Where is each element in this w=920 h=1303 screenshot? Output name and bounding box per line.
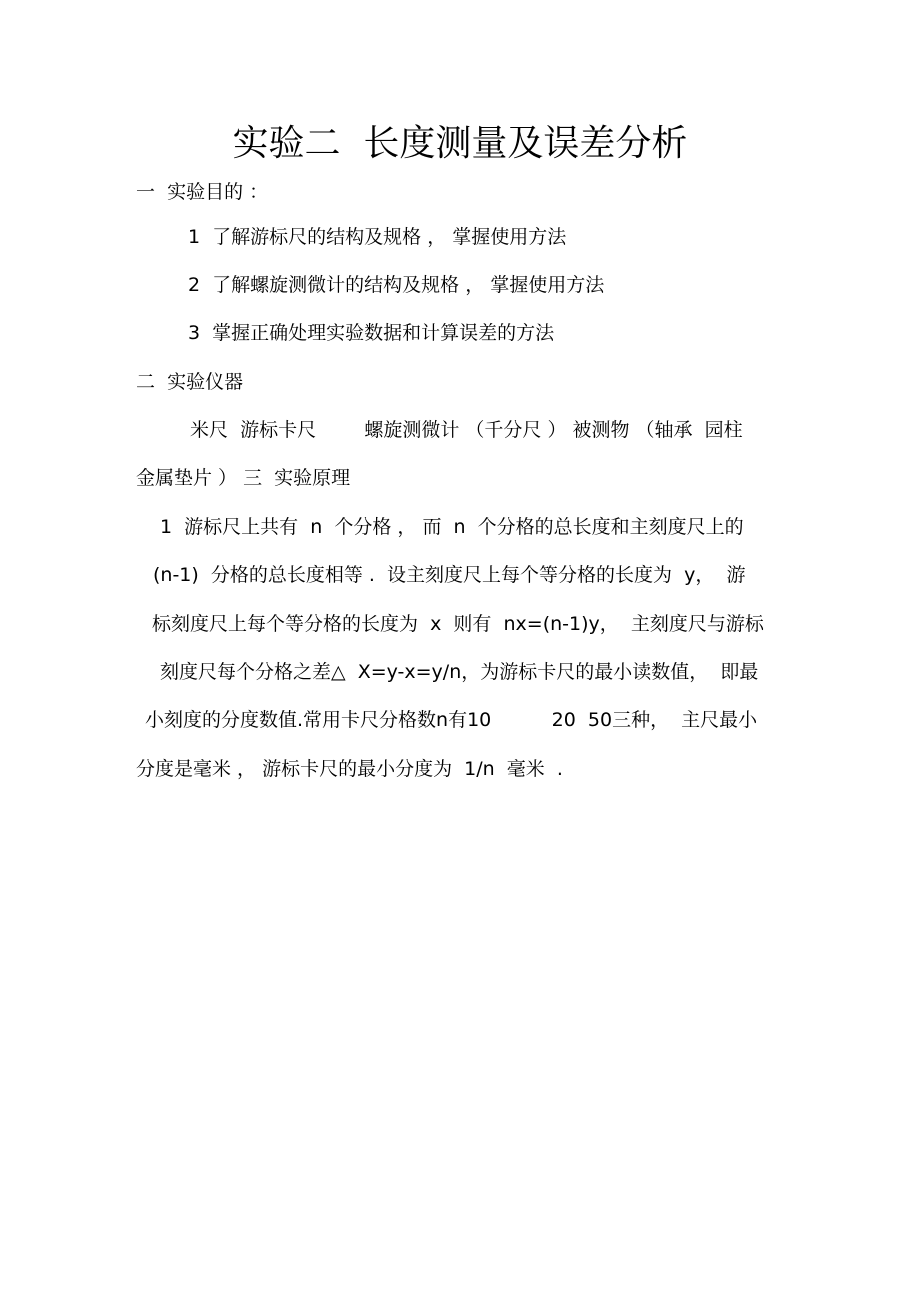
page-title: 实验二 长度测量及误差分析 <box>232 123 688 164</box>
instruments-line-1: 米尺 游标卡尺 螺旋测微计 （千分尺 ） 被测物 （轴承 园柱 <box>190 419 743 441</box>
section-heading-instruments: 二 实验仪器 <box>136 371 244 393</box>
objective-item-2: 2 了解螺旋测微计的结构及规格 ， 掌握使用方法 <box>188 274 605 296</box>
principle-line-2: (n-1) 分格的总长度相等 . 设主刻度尺上每个等分格的长度为 y， 游 <box>153 564 746 586</box>
section-heading-objectives: 一 实验目的 ： <box>136 181 269 203</box>
principle-line-3: 标刻度尺上每个等分格的长度为 x 则有 nx=(n-1)y， 主刻度尺与游标 <box>152 613 764 635</box>
objective-item-1: 1 了解游标尺的结构及规格 ， 掌握使用方法 <box>188 226 567 248</box>
principle-line-6: 分度是毫米 ， 游标卡尺的最小分度为 1/n 毫米 . <box>136 758 563 780</box>
principle-line-4: 刻度尺每个分格之差△ X=y-x=y/n，为游标卡尺的最小读数值， 即最 <box>160 661 759 683</box>
instruments-line-2: 金属垫片 ） 三 实验原理 <box>136 467 351 489</box>
principle-line-5: 小刻度的分度数值.常用卡尺分格数n有10 20 50三种， 主尺最小 <box>145 709 758 731</box>
principle-line-1: 1 游标尺上共有 n 个分格 ， 而 n 个分格的总长度和主刻度尺上的 <box>160 516 744 538</box>
objective-item-3: 3 掌握正确处理实验数据和计算误差的方法 <box>188 322 555 344</box>
